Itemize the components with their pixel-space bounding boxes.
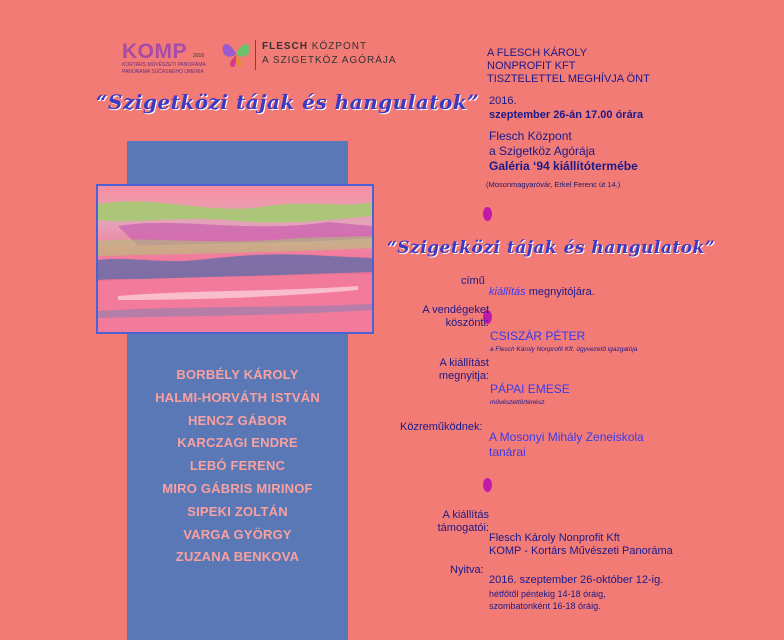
- invitation-date: szeptember 26-án 17.00 órára: [489, 109, 644, 121]
- sponsors-label: A kiállítás támogatói:: [437, 509, 489, 534]
- exhibition-title-right: “Szigetközi tájak és hangulatok”: [387, 238, 716, 258]
- komp-logo-text: KOMP: [122, 40, 187, 63]
- event-cimu: című: [461, 275, 485, 287]
- komp-logo-subtitle: KORTÁRS MŰVÉSZETI PANORÁMA PANORAMA SÚČASNÉHO UMENIA: [122, 62, 206, 75]
- performers-names: A Mosonyi Mihály Zeneiskola tanárai: [489, 430, 644, 459]
- invitation-header: A FLESCH KÁROLY NONPROFIT KFT TISZTELETTEL MEGHÍVJA ÖNT: [487, 47, 650, 85]
- landscape-painting-icon: [98, 186, 372, 332]
- komp-logo-year: 2016: [193, 53, 205, 59]
- greeting-role: a Flesch Károly Nonprofit Kft. ügyvezető igazgatója: [490, 346, 638, 353]
- artist-name: MIRO GÁBRIS MIRINOF: [162, 480, 313, 496]
- artist-name: KARCZAGI ENDRE: [177, 435, 298, 451]
- invitation-year: 2016.: [489, 95, 517, 107]
- artist-name: HALMI-HORVÁTH ISTVÁN: [155, 389, 320, 405]
- opening-label: A kiállítást megnyitja:: [438, 357, 489, 382]
- exhibition-title-left: “Szigetközi tájak és hangulatok”: [96, 90, 480, 114]
- opening-role: művészettörténész: [490, 399, 545, 406]
- artist-name: BORBÉLY KÁROLY: [176, 367, 299, 382]
- artist-list: [127, 364, 348, 569]
- artist-name: LEBÓ FERENC: [189, 458, 286, 474]
- greeting-name: CSISZÁR PÉTER: [490, 329, 586, 343]
- opening-hours: hétfőtől péntekig 14-18 óráig, szombatonként 16-18 óráig.: [489, 589, 606, 611]
- event-description: kiállítás megnyitójára.: [489, 286, 595, 298]
- performers-label: Közreműködnek:: [400, 421, 483, 433]
- opening-dates: 2016. szeptember 26-október 12-ig.: [489, 574, 664, 586]
- flesch-logo-text: FLESCH KÖZPONT A SZIGETKÖZ AGÓRÁJA: [262, 41, 397, 66]
- painting-image: [96, 184, 374, 334]
- artist-name: VARGA GYÖRGY: [183, 526, 292, 542]
- artist-name: ZUZANA BENKOVA: [175, 549, 300, 565]
- butterfly-logo-icon: [219, 36, 253, 70]
- artist-name: SIPEKI ZOLTÁN: [187, 503, 288, 519]
- greeting-label: A vendégeket köszönti:: [422, 304, 489, 329]
- invitation-venue: Flesch Központ a Szigetköz Agórája Galéria ‘94 kiállítótermébe: [489, 129, 638, 173]
- artist-name: HENCZ GÁBOR: [188, 412, 287, 428]
- logo-separator: [255, 40, 256, 70]
- decorative-dot: [483, 478, 492, 492]
- opening-name: PÁPAI EMESE: [490, 382, 570, 396]
- decorative-dot: [483, 207, 492, 221]
- sponsors-list: Flesch Károly Nonprofit Kft KOMP - Kortárs Művészeti Panoráma: [489, 532, 673, 557]
- opening-hours-label: Nyitva:: [450, 564, 484, 576]
- venue-address: (Mosonmagyaróvár, Erkel Ferenc út 14.): [486, 180, 621, 189]
